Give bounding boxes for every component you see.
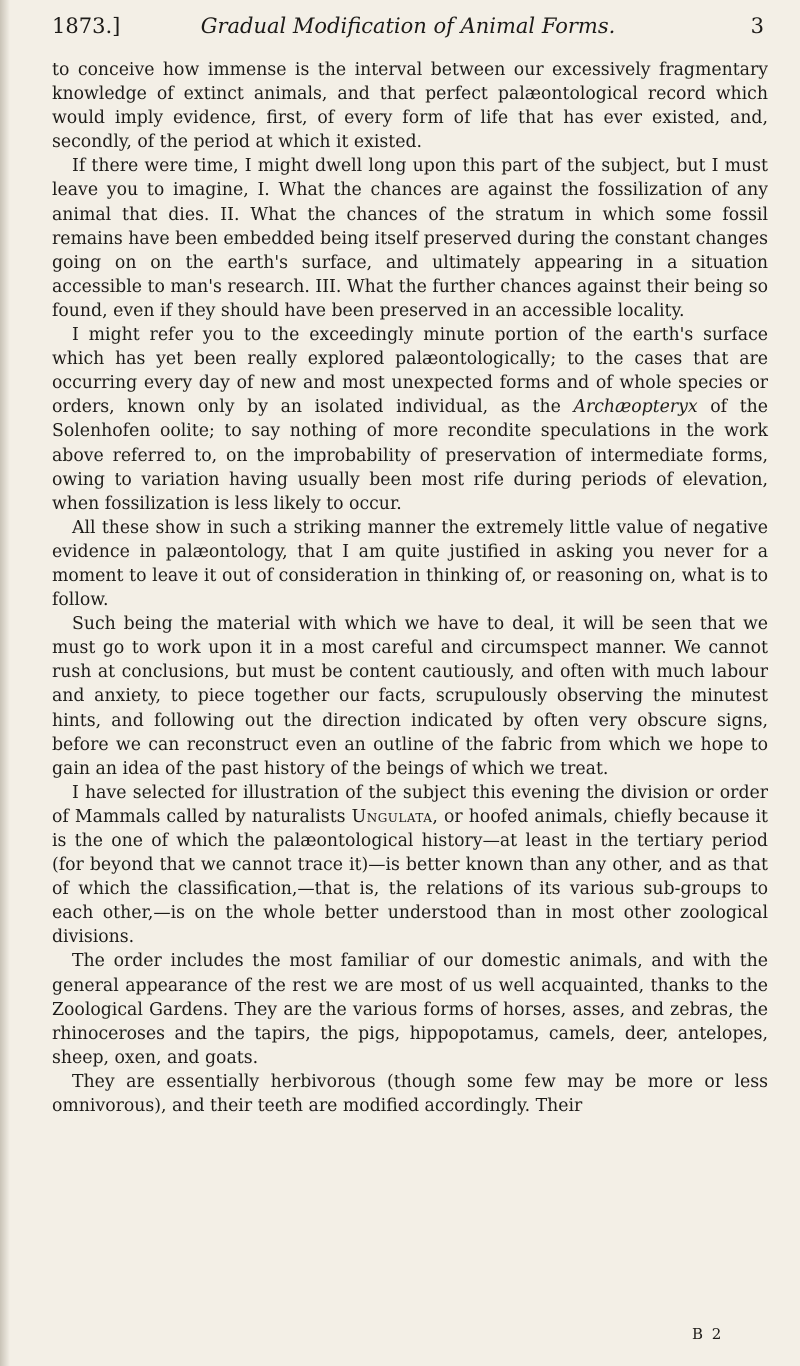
header-title: Gradual Modification of Animal Forms. xyxy=(200,14,616,38)
header-year: 1873.] xyxy=(52,14,121,38)
small-caps-term: Ungulata xyxy=(351,806,433,827)
paragraph: to conceive how immense is the interval between our excessively fragmentary knowledge of extinct animals, and that perfect palæontological record which would imply evidence, first, of every form of life that has ever existed, and, secondly, of the period at which it existed. xyxy=(52,60,768,153)
paragraph: If there were time, I might dwell long upon this part of the subject, but I must leave you to imagine, I. What the chances are against the fossilization of any animal that dies. II. What the chances of the stratum in which some fossil remains have been embedded being itself preserved during the constant changes going on on the earth's surface, and ultimately appearing in a situation accessible to man's research. III. What the further chances against their being so found, even if they should have been preserved in an accessible locality. xyxy=(52,156,768,321)
book-page xyxy=(42,0,772,1366)
body-text xyxy=(52,58,768,1118)
running-header xyxy=(52,14,764,44)
paragraph: All these show in such a striking manner the extremely little value of negative evidence in palæontology, that I am quite justified in asking you never for a moment to leave it out of consideration in thinking of, or reasoning on, what is to follow. xyxy=(52,517,768,611)
page-edge-shadow xyxy=(0,0,10,1366)
paragraph: The order includes the most familiar of our domestic animals, and with the general appearance of the rest we are most of us well acquainted, thanks to the Zoological Gardens. They are the various forms of horses, asses, and zebras, the rhinoceroses and the tapirs, the pigs, hippopotamus, camels, deer, antelopes, sheep, oxen, and goats. xyxy=(52,951,768,1068)
page-number: 3 xyxy=(750,14,764,38)
signature-mark: B 2 xyxy=(692,1325,724,1343)
paragraph: They are essentially herbivorous (though some few may be more or less omnivorous), and their teeth are modified accordingly. Their xyxy=(52,1071,768,1117)
paragraph: I have selected for illustration of the subject this evening the division or order of Mammals called by naturalists Ungulata, or hoofed animals, chiefly because it is the one of which the palæontological history—at least in the tertiary period (for beyond that we cannot trace it)—is better known than any other, and as that of which the classification,—that is, the relations of its various sub-groups to each other,—is on the whole better understood than in most other zoological divisions. xyxy=(52,782,768,948)
italic-term: Archæopteryx xyxy=(573,397,698,418)
paragraph: Such being the material with which we have to deal, it will be seen that we must go to work upon it in a most careful and circumspect manner. We cannot rush at conclusions, but must be content cautiously, and often with much labour and anxiety, to piece together our facts, scrupulously observing the minutest hints, and following out the direction indicated by often very obscure signs, before we can reconstruct even an outline of the fabric from which we hope to gain an idea of the past history of the beings of which we treat. xyxy=(52,614,768,779)
paragraph: I might refer you to the exceedingly minute portion of the earth's surface which has yet been really explored palæontologically; to the cases that are occurring every day of new and most unexpected forms and of whole species or orders, known only by an isolated individual, as the Archæopteryx of the Solenhofen oolite; to say nothing of more recondite speculations in the work above referred to, on the improbability of preservation of intermediate forms, owing to variation having usually been most rife during periods of elevation, when fossilization is less likely to occur. xyxy=(52,325,768,514)
